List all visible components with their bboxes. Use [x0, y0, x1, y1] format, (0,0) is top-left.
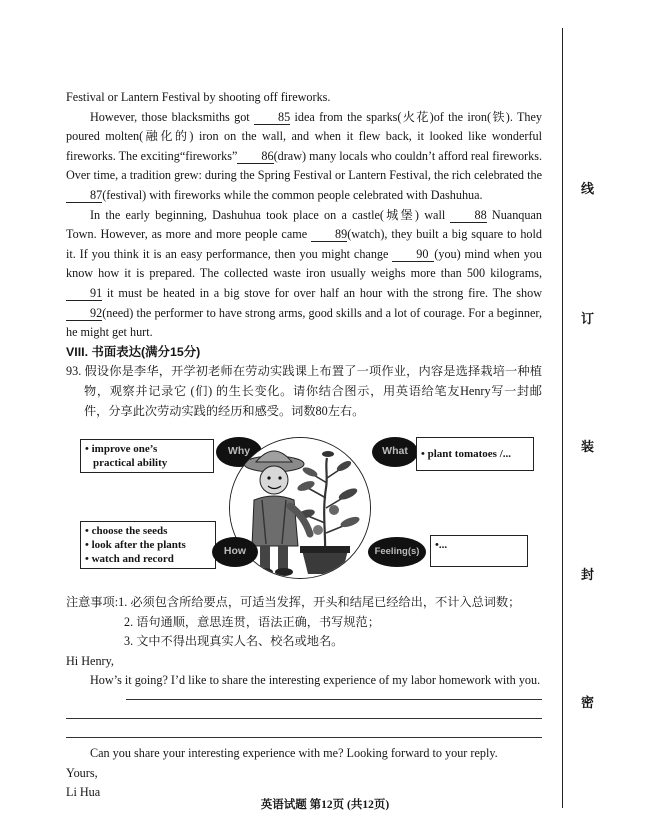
why-box: • improve one’s practical ability	[80, 439, 214, 473]
section-title: VIII. 书面表达(满分15分)	[66, 344, 201, 359]
notes	[66, 593, 542, 652]
what-bubble: What	[372, 437, 418, 467]
how-box: • choose the seeds • look after the plants • watch and record	[80, 521, 216, 569]
writing-line-3[interactable]	[66, 719, 542, 738]
mind-map-figure	[66, 429, 542, 589]
binding-char-5: 密	[581, 695, 595, 710]
how-bubble: How	[212, 537, 258, 567]
letter-name: Li Hua	[66, 785, 101, 800]
blank-89[interactable]: 89	[311, 227, 347, 242]
writing-line-2[interactable]	[66, 700, 542, 719]
content	[66, 88, 542, 803]
binding-char-1: 线	[581, 181, 595, 196]
blank-91[interactable]: 91	[66, 286, 102, 301]
note-2: 2. 语句通顺，意思连贯，语法正确，书写规范；	[124, 614, 380, 629]
note-3: 3. 文中不得出现真实人名、校名或地名。	[124, 634, 344, 649]
binding-line	[562, 28, 563, 808]
binding-char-3: 装	[581, 439, 595, 454]
why-bubble: Why	[216, 437, 262, 467]
blank-87[interactable]: 87	[66, 188, 102, 203]
letter-greeting: Hi Henry,	[66, 653, 114, 668]
blank-86[interactable]: 86	[237, 149, 273, 164]
page-footer: 英语试题 第12页 (共12页)	[260, 799, 390, 811]
what-box: • plant tomatoes /...	[416, 437, 534, 471]
note-1: 1. 必须包含所给要点，可适当发挥，开头和结尾已经给出，不计入总词数；	[118, 595, 521, 610]
passage-paragraph-2: In the early beginning, Dashuhua took place on a castle(城堡) wall 88 Nuanquan Town. However, as more and more people came 89(watch), they built a big square to hold it. If you think it is an easy performance, then you might change 90 (you) mind when you know how it is prepared. The collected waste iron usually weighs more than 500 kilograms, 91 it must be heated in a big stove for over half an hour with the strong fire. The show 92(need) the performer to have strong arms, good skills and a lot of courage. For a beginner, he might get hurt.	[66, 207, 542, 340]
passage-line-0: Festival or Lantern Festival by shooting off fireworks.	[66, 90, 331, 104]
passage-paragraph-1: However, those blacksmiths got 85 idea from the sparks(火花)of the iron(铁). They poured molten(融化的) iron on the wall, and when it flew back, it looked like wonderful fireworks. The exciting“fireworks” 86(draw) many locals who couldn’t afford real fireworks. Over time, a tradition grew: during the Spring Festival or Lantern Festival, the rich celebrated the 87(festival) with fireworks while the common people celebrated with Dashuhua.	[66, 109, 543, 202]
blank-92[interactable]: 92	[66, 306, 102, 321]
notes-label: 注意事项:	[66, 595, 119, 610]
binding-char-2: 订	[581, 311, 595, 326]
question-93: 93. 假设你是李华，开学初老师在劳动实践课上布置了一项作业，内容是选择栽培一种植物，观察并记录它 (们) 的生长变化。请你结合图示，用英语给笔友Henry写一封邮件，分享此次劳动实践的经历和感受。词数80左右。	[66, 364, 543, 418]
letter-closing: Can you share your interesting experience with me? Looking forward to your reply.	[90, 746, 498, 761]
binding-char-4: 封	[581, 567, 595, 582]
feeling-bubble: Feeling(s)	[368, 537, 426, 567]
blank-88[interactable]: 88	[450, 208, 486, 223]
letter-opening: How’s it going? I’d like to share the interesting experience of my labor homework with you.	[90, 673, 541, 688]
blank-90[interactable]: 90	[392, 247, 434, 262]
blank-85[interactable]: 85	[254, 110, 290, 125]
letter-signoff: Yours,	[66, 765, 98, 780]
feeling-box: •...	[430, 535, 528, 567]
